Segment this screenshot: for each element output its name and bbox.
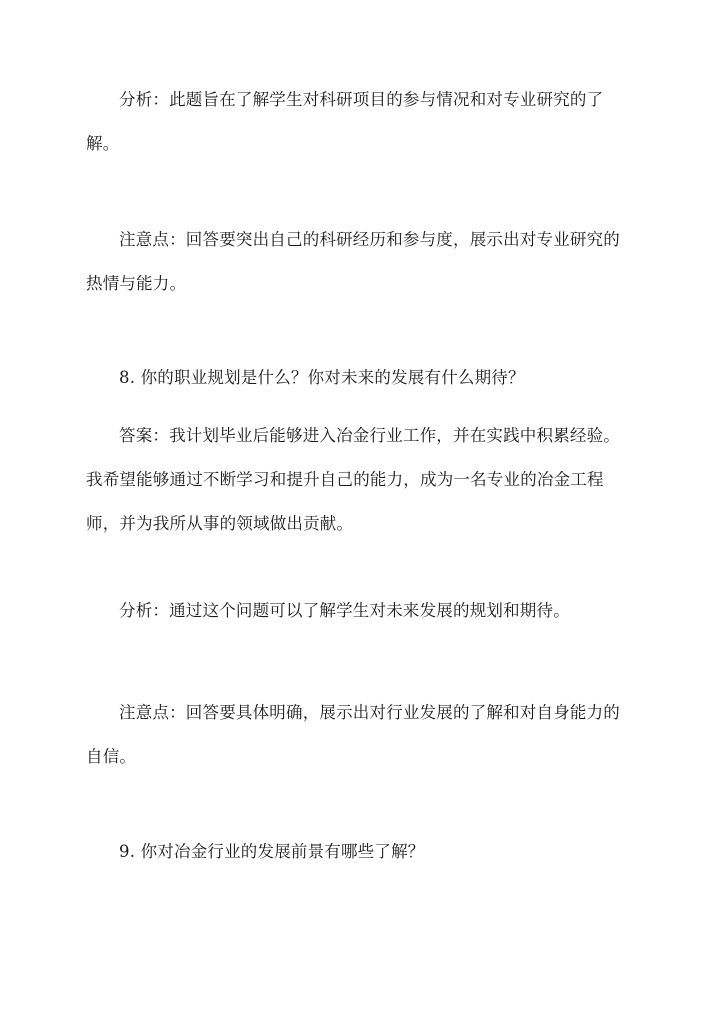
- note-paragraph: 注意点：回答要突出自己的科研经历和参与度，展示出对专业研究的热情与能力。: [86, 230, 620, 293]
- answer-paragraph: 答案：我计划毕业后能够进入冶金行业工作，并在实践中积累经验。我希望能够通过不断学习和提升自己的能力，成为一名专业的冶金工程师，并为我所从事的领域做出贡献。: [86, 426, 620, 533]
- note-paragraph: 注意点：回答要具体明确，展示出对行业发展的了解和对自身能力的自信。: [86, 703, 620, 766]
- question-8: 8. 你的职业规划是什么？你对未来的发展有什么期待？: [119, 368, 525, 387]
- question-9: 9. 你对冶金行业的发展前景有哪些了解？: [119, 842, 425, 861]
- analysis-paragraph: 分析：此题旨在了解学生对科研项目的参与情况和对专业研究的了解。: [86, 90, 604, 153]
- analysis-paragraph: 分析：通过这个问题可以了解学生对未来发展的规划和期待。: [119, 601, 570, 620]
